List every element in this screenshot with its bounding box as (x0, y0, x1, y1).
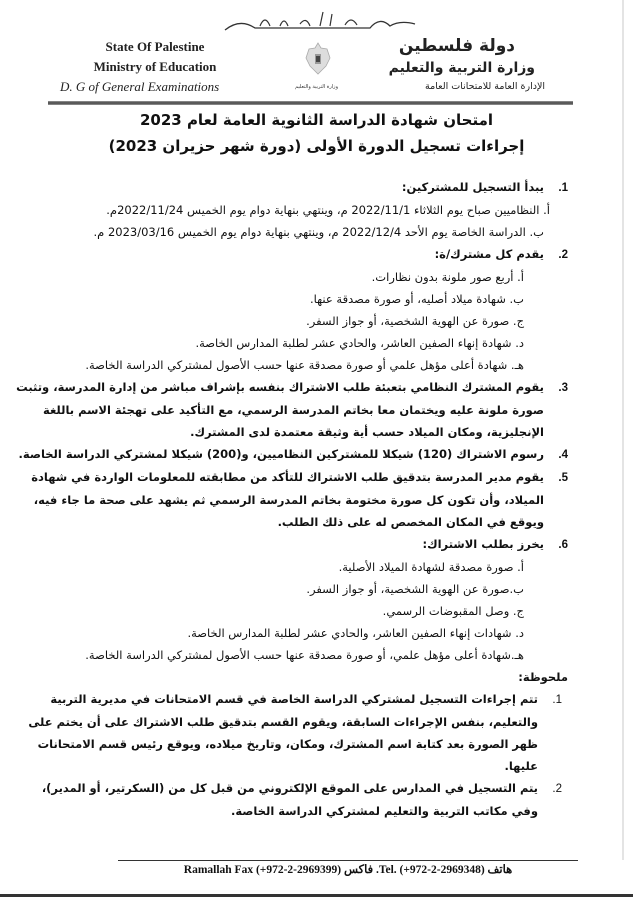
list-item (16, 376, 568, 443)
state-name-en: State Of Palestine (105, 39, 205, 54)
item-number: 6. (558, 539, 568, 551)
item-text: يخرز بطلب الاشتراك: (422, 537, 544, 551)
department-name-ar: الإدارة العامة للامتحانات العامة (425, 81, 545, 92)
note-text: يتم التسجيل في المدارس على الموقع الإلكتروني من قبل كل من (السكرتير، أو المدير)، (41, 781, 538, 795)
note-text: عليها. (504, 759, 538, 773)
english-letterhead (50, 37, 260, 97)
item-number: 1. (558, 182, 568, 194)
eagle-emblem-icon (303, 40, 333, 80)
item-text: يقوم مدير المدرسة بتدقيق طلب الاشتراك للتأكد من مطابقته للمعلومات الواردة في شهادة (31, 470, 544, 484)
sub-item: هـ. شهادة أعلى مؤهل علمي أو صورة مصدقة عنها حسب الأصول لمشتركي الدراسة الخاصة. (85, 358, 524, 372)
sub-item: د. شهادة إنهاء الصفين العاشر، والحادي عشر لطلبة المدارس الخاصة. (195, 336, 524, 350)
item-text: يقدم كل مشترك/ة: (434, 247, 544, 261)
sub-item: ب. شهادة ميلاد أصليه، أو صورة مصدقة عنها. (309, 292, 524, 306)
sub-item: ب. الدراسة الخاصة يوم الأحد 2022/12/4 م، وينتهي بنهاية دوام يوم الخميس 2023/03/16 م. (93, 225, 544, 239)
ministry-name-ar: وزارة التربية والتعليم (388, 60, 535, 76)
note-text: ظهر الصورة بعد كتابة اسم المشترك، ومكان، وتاريخ ميلاده، ويوقع رئيس قسم الامتحانات (37, 737, 538, 751)
item-text: ويوقع في المكان المخصص له على ذلك الطلب. (277, 515, 544, 529)
item-text: الإنجليزية، ومكان الميلاد حسب أية وثيقة معتمدة لدى المشترك. (190, 425, 544, 439)
item-number: 3. (558, 382, 568, 394)
sub-item: أ. النظاميين صباح يوم الثلاثاء 2022/11/1 م، وينتهي بنهاية دوام يوم الخميس 2022/11/24م. (106, 203, 550, 217)
item-text: يقوم المشترك النظامي بتعبئة طلب الاشتراك بنفسه بإشراف مباشر من إدارة المدرسة، وتثبت (16, 380, 544, 394)
page-edge (622, 0, 624, 860)
document-subtitle: إجراءات تسجيل الدورة الأولى (دورة شهر حزيران 2023) (108, 137, 525, 155)
list-item (40, 533, 568, 666)
sub-item: د. شهادات إنهاء الصفين العاشر، والحادي عشر لطلبة المدارس الخاصة. (187, 626, 524, 640)
list-item (18, 443, 568, 466)
ministry-name-en: Ministry of Education (93, 59, 217, 74)
item-number: 4. (558, 449, 568, 461)
note-item (40, 777, 568, 822)
document-body (16, 176, 568, 822)
note-number: 2. (552, 783, 562, 795)
note-text: والتعليم، بنفس الإجراءات السابقة، ويقوم القسم بتدقيق طلب الاشتراك على أن يختم على (28, 715, 538, 729)
item-number: 2. (558, 249, 568, 261)
item-text: يبدأ التسجيل للمشتركين: (401, 180, 544, 194)
item-number: 5. (558, 472, 568, 484)
header-divider (48, 101, 573, 105)
palestine-emblem (295, 40, 338, 95)
footer-divider (118, 860, 578, 861)
list-item (31, 466, 568, 533)
notes-heading: ملحوظة: (518, 670, 568, 684)
list-item (40, 243, 568, 376)
sub-item: أ. أربع صور ملونة بدون نظارات. (371, 270, 524, 284)
note-number: 1. (552, 694, 562, 706)
arabic-letterhead (345, 34, 545, 96)
sub-item: أ. صورة مصدقة لشهادة الميلاد الأصلية. (338, 560, 524, 574)
list-item (40, 176, 568, 243)
footer-contact: Ramallah Fax (+972-2-2969399) فاكس .Tel. (+972-2-2969348) هاتف (183, 864, 513, 876)
svg-text:بسم الله الرحمن الرحيم: بسم الله الرحمن الرحيم (294, 32, 346, 38)
state-name-ar: دولة فلسطين (398, 36, 515, 56)
sub-item: ج. صورة عن الهوية الشخصية، أو جواز السفر. (306, 314, 524, 328)
item-text: الميلاد، وأن تكون كل صورة مختومة بخاتم المدرسة الرسمي ثم يشهد على صحة ما جاء فيه، (33, 493, 544, 507)
sub-item: ج. وصل المقبوضات الرسمي. (382, 604, 524, 618)
note-item (28, 688, 568, 777)
document-title: امتحان شهادة الدراسة الثانوية العامة لعام 2023 (139, 111, 494, 129)
emblem-caption: وزارة التربية والتعليم (295, 84, 338, 90)
sub-item: ب.صورة عن الهوية الشخصية، أو جواز السفر. (306, 582, 524, 596)
sub-item: هـ.شهادة أعلى مؤهل علمي، أو صورة مصدقة عنها حسب الأصول لمشتركي الدراسة الخاصة. (85, 648, 524, 662)
note-text: وفي مكاتب التربية والتعليم لمشتركي الدراسة الخاصة. (230, 804, 538, 818)
note-text: تتم إجراءات التسجيل لمشتركي الدراسة الخاصة في قسم الامتحانات في مديرية التربية (50, 692, 538, 706)
department-name-en: D. G of General Examinations (60, 79, 220, 94)
item-text: صورة ملونة عليه ويختمان معا بخاتم المدرسة الرسمي، مع التأكيد على تهجئة الاسم باللغة (42, 403, 544, 417)
item-text: رسوم الاشتراك (120) شيكلا للمشتركين النظاميين، و(200) شيكلا لمشتركي الدراسة الخاصة. (18, 447, 544, 461)
